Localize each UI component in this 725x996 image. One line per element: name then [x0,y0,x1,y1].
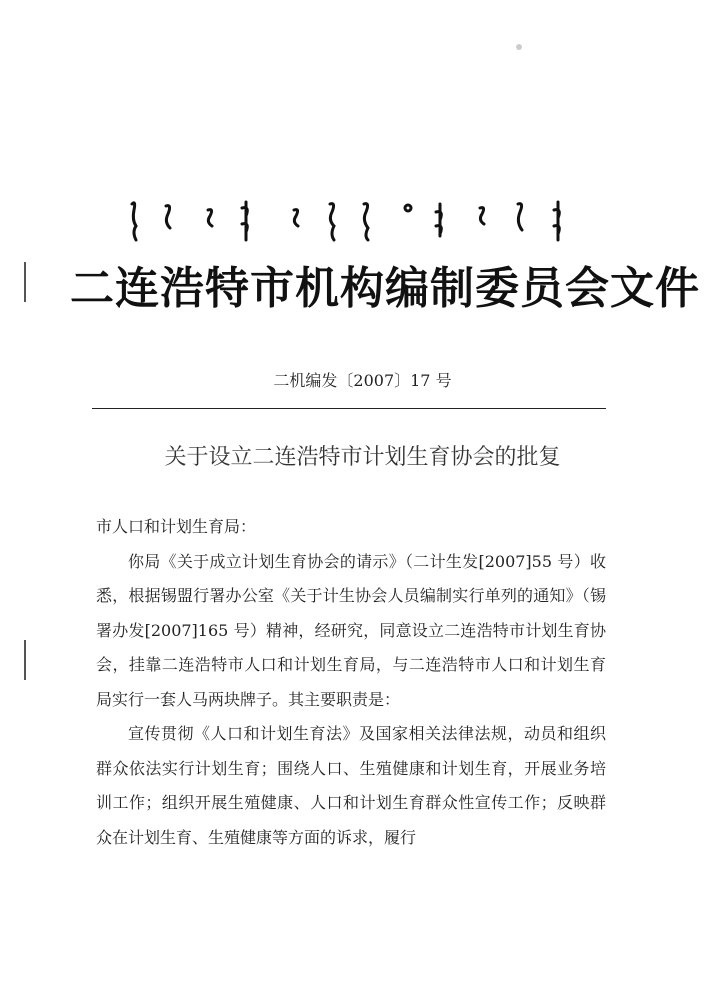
binding-mark [24,262,26,302]
document-subject: 关于设立二连浩特市计划生育协会的批复 [164,445,561,470]
document-body [96,510,606,855]
scan-speck [516,44,522,50]
mongolian-script-graphic [122,196,592,246]
addressee: 市人口和计划生育局： [96,517,257,536]
mongolian-script-header [122,196,592,246]
binding-mark [24,640,26,680]
document-title: 二连浩特市机构编制委员会文件 [70,263,700,314]
header-divider [92,408,606,409]
body-paragraph: 宣传贯彻《人口和计划生育法》及国家相关法律法规，动员和组织群众依法实行计划生育；围绕人口、生殖健康和计划生育，开展业务培训工作；组织开展生殖健康、人口和计划生育群众性宣传工作；反映群众在计划生育、生殖健康等方面的诉求，履行 [96,724,606,847]
document-number: 二机编发〔2007〕17 号 [273,371,452,390]
body-paragraph: 你局《关于成立计划生育协会的请示》（二计生发[2007]55 号）收悉，根据锡盟行署办公室《关于计生协会人员编制实行单列的通知》（锡署办发[2007]165 号）精神，经研究，同意设立二连浩特市计划生育协会，挂靠二连浩特市人口和计划生育局，与二连浩特市人口和计划生育局实行一套人马两块牌子。其主要职责是： [96,551,606,709]
